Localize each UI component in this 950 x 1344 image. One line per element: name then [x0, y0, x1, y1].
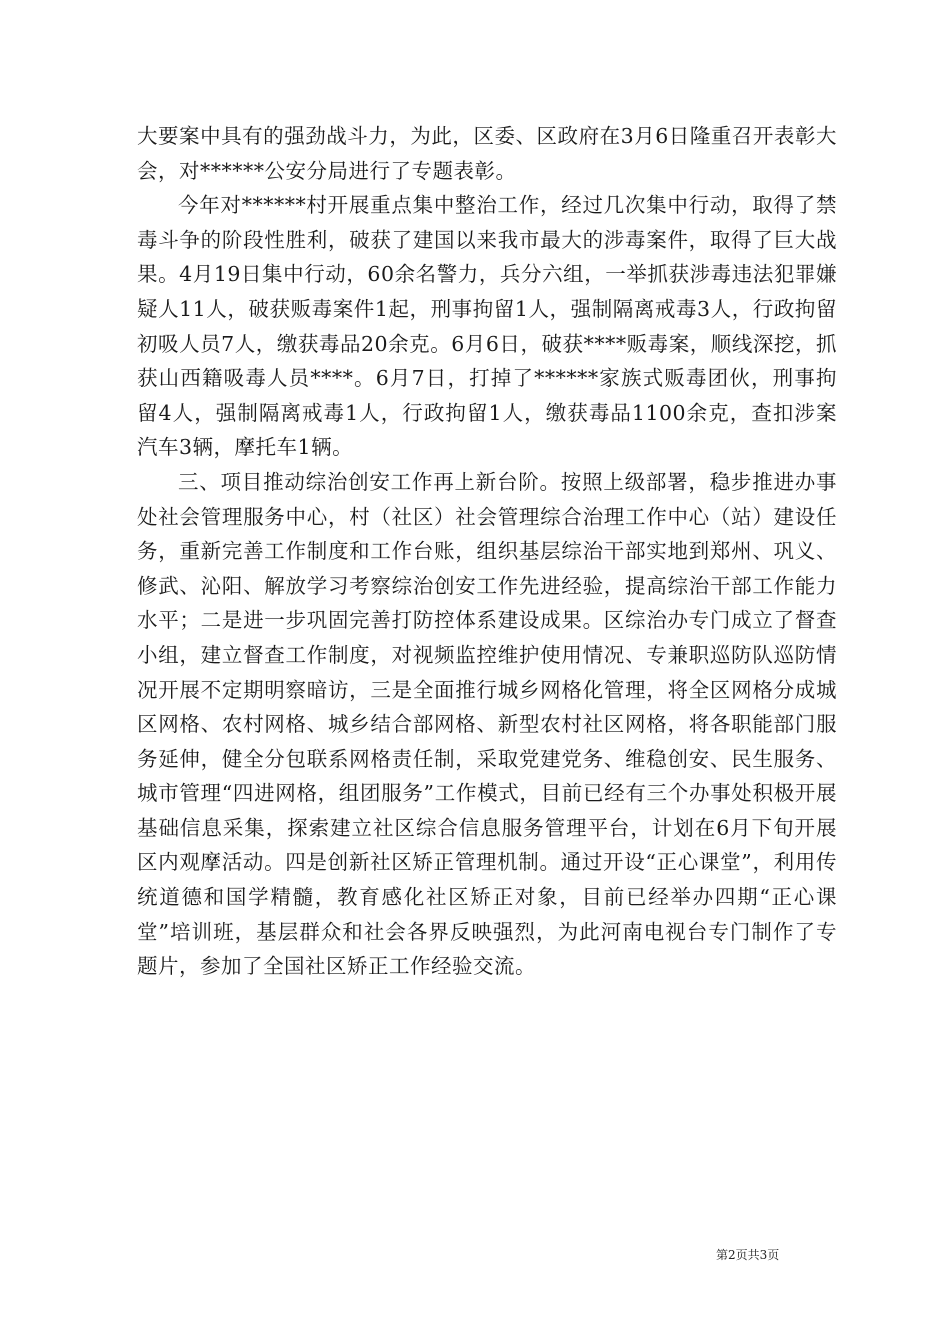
- page-number-label: 第2页共3页: [716, 1248, 780, 1262]
- paragraph-2: 今年对******村开展重点集中整治工作，经过几次集中行动，取得了禁毒斗争的阶段性胜利，破获了建国以来我市最大的涉毒案件，取得了巨大战果。4月19日集中行动，60余名警力，兵分六组，一举抓获涉毒违法犯罪嫌疑人11人，破获贩毒案件1起，刑事拘留1人，强制隔离戒毒3人，行政拘留初吸人员7人，缴获毒品20余克。6月6日，破获****贩毒案，顺线深挖，抓获山西籍吸毒人员****。6月7日，打掉了******家族式贩毒团伙，刑事拘留4人，强制隔离戒毒1人，行政拘留1人，缴获毒品1100余克，查扣涉案汽车3辆，摩托车1辆。: [137, 193, 837, 460]
- paragraph-1: 大要案中具有的强劲战斗力，为此，区委、区政府在3月6日隆重召开表彰大会，对******公安分局进行了专题表彰。: [137, 124, 837, 183]
- page-number-footer: [716, 1247, 779, 1263]
- document-body: [137, 119, 837, 984]
- paragraph-3: 三、项目推动综治创安工作再上新台阶。按照上级部署，稳步推进办事处社会管理服务中心，村（社区）社会管理综合治理工作中心（站）建设任务，重新完善工作制度和工作台账，组织基层综治干部实地到郑州、巩义、修武、沁阳、解放学习考察综治创安工作先进经验，提高综治干部工作能力水平；二是进一步巩固完善打防控体系建设成果。区综治办专门成立了督查小组，建立督查工作制度，对视频监控维护使用情况、专兼职巡防队巡防情况开展不定期明察暗访，三是全面推行城乡网格化管理，将全区网格分成城区网格、农村网格、城乡结合部网格、新型农村社区网格，将各职能部门服务延伸，健全分包联系网格责任制，采取党建党务、维稳创安、民生服务、城市管理“四进网格，组团服务”工作模式，目前已经有三个办事处积极开展基础信息采集，探索建立社区综合信息服务管理平台，计划在6月下旬开展区内观摩活动。四是创新社区矫正管理机制。通过开设“正心课堂”，利用传统道德和国学精髓，教育感化社区矫正对象，目前已经举办四期“正心课堂”培训班，基层群众和社会各界反映强烈，为此河南电视台专门制作了专题片，参加了全国社区矫正工作经验交流。: [137, 469, 837, 979]
